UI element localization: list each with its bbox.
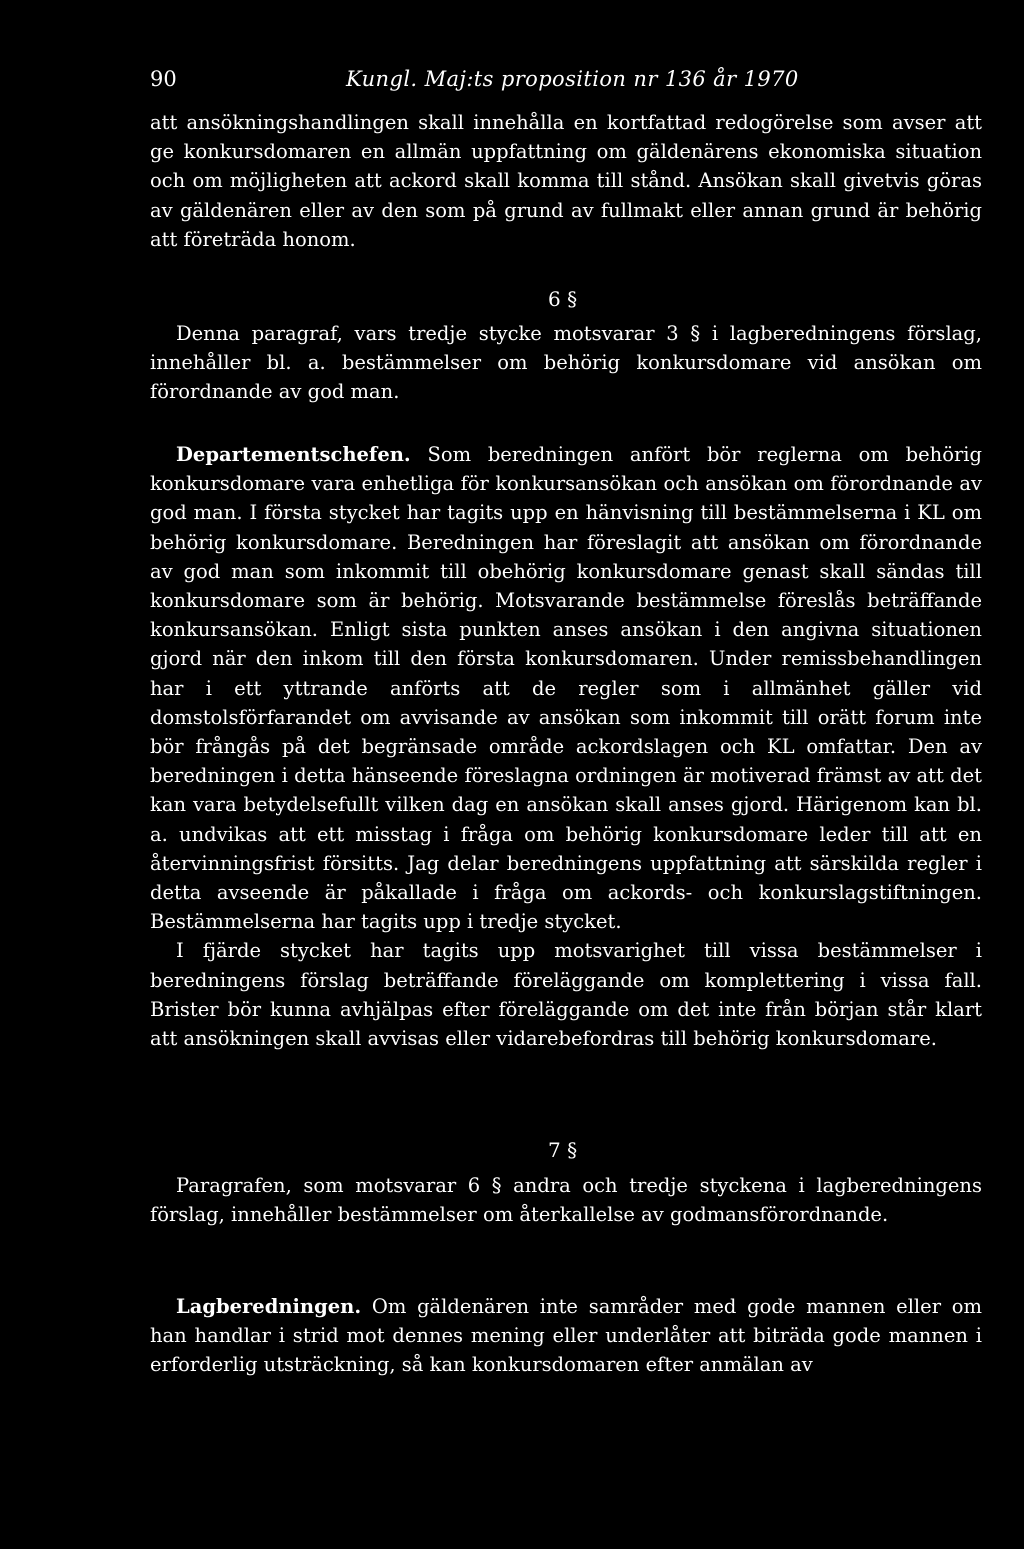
departementschefen-lead: Departementschefen. (176, 443, 411, 466)
intro-paragraph-block (150, 108, 982, 254)
lagberedningen-paragraph (150, 1292, 982, 1380)
lagberedningen-text: Om gäldenären inte samråder med gode mannen eller om han handlar i strid mot dennes mening eller underlåter att biträda gode mannen i erforderlig utsträckning, så kan konkursdomaren efter anmälan av (150, 1295, 983, 1377)
section-6-paragraph: Denna paragraf, vars tredje stycke motsvarar 3 § i lagberedningens förslag, innehåller bl. a. bestämmelser om behörig konkursdomare vid ansökan om förordnande av god man. (150, 322, 982, 404)
lagberedningen-lead: Lagberedningen. (176, 1295, 362, 1318)
section-7-block (150, 1171, 982, 1229)
lagberedningen-block (150, 1292, 982, 1380)
section-7-heading: 7 § (548, 1138, 578, 1162)
running-title: Kungl. Maj:ts proposition nr 136 år 1970 (346, 67, 799, 91)
intro-paragraph: att ansökningshandlingen skall innehålla en kortfattad redogörelse som avser att ge konkursdomaren en allmän uppfattning om gäldenärens ekonomiska situation och om möjligheten att ackord skall komma till stånd. Ansökan skall givetvis göras av gäldenären eller av den som på grund av fullmakt eller annan grund är behörig att företräda honom. (150, 111, 982, 251)
page-header (150, 62, 980, 96)
departementschefen-text-1: Som beredningen anfört bör reglerna om behörig konkursdomare vara enhetliga för konkursansökan och ansökan om förordnande av god man. I första stycket har tagits upp en hänvisning till bestämmelserna i KL om behörig konkursdomare. Beredningen har föreslagit att ansökan om förordnande av god man som inkommit till obehörig konkursdomare genast skall sändas till konkursdomare som är behörig. Motsvarande bestämmelse föreslås beträffande konkursansökan. Enligt sista punkten anses ansökan i den angivna situationen gjord när den inkom till den första konkursdomaren. Under remissbehandlingen har i ett yttrande anförts att de regler som i allmänhet gäller vid domstolsförfarandet om avvisande av ansökan som inkommit till orätt forum inte bör frångås på det begränsade område ackordslagen och KL omfattar. Den av beredningen i detta hänseende föreslagna ordningen är motiverad främst av att det kan vara betydelsefullt vilken dag en ansökan skall anses gjord. Härigenom kan bl. a. undvikas att ett misstag i fråga om behörig konkursdomare leder till att en återvinningsfrist försitts. Jag delar beredningens uppfattning att särskilda regler i detta avseende är påkallade i fråga om ackords- och konkurslagstiftningen. Bestämmelserna har tagits upp i tredje stycket. (150, 443, 982, 934)
section-6-block (150, 319, 982, 407)
departementschefen-paragraph-2: I fjärde stycket har tagits upp motsvarighet till vissa bestämmelser i beredningens förslag beträffande föreläggande om komplettering i vissa fall. Brister bör kunna avhjälpas efter föreläggande om det inte från början står klart att ansökningen skall avvisas eller vidarebefordras till behörig konkursdomare. (150, 939, 982, 1051)
departementschefen-block (150, 440, 982, 1053)
section-7-paragraph: Paragrafen, som motsvarar 6 § andra och tredje styckena i lagberedningens förslag, innehåller bestämmelser om återkallelse av godmansförordnande. (150, 1174, 982, 1227)
page-number: 90 (150, 67, 177, 91)
section-6-heading: 6 § (548, 287, 578, 311)
departementschefen-paragraph-1 (150, 440, 982, 936)
